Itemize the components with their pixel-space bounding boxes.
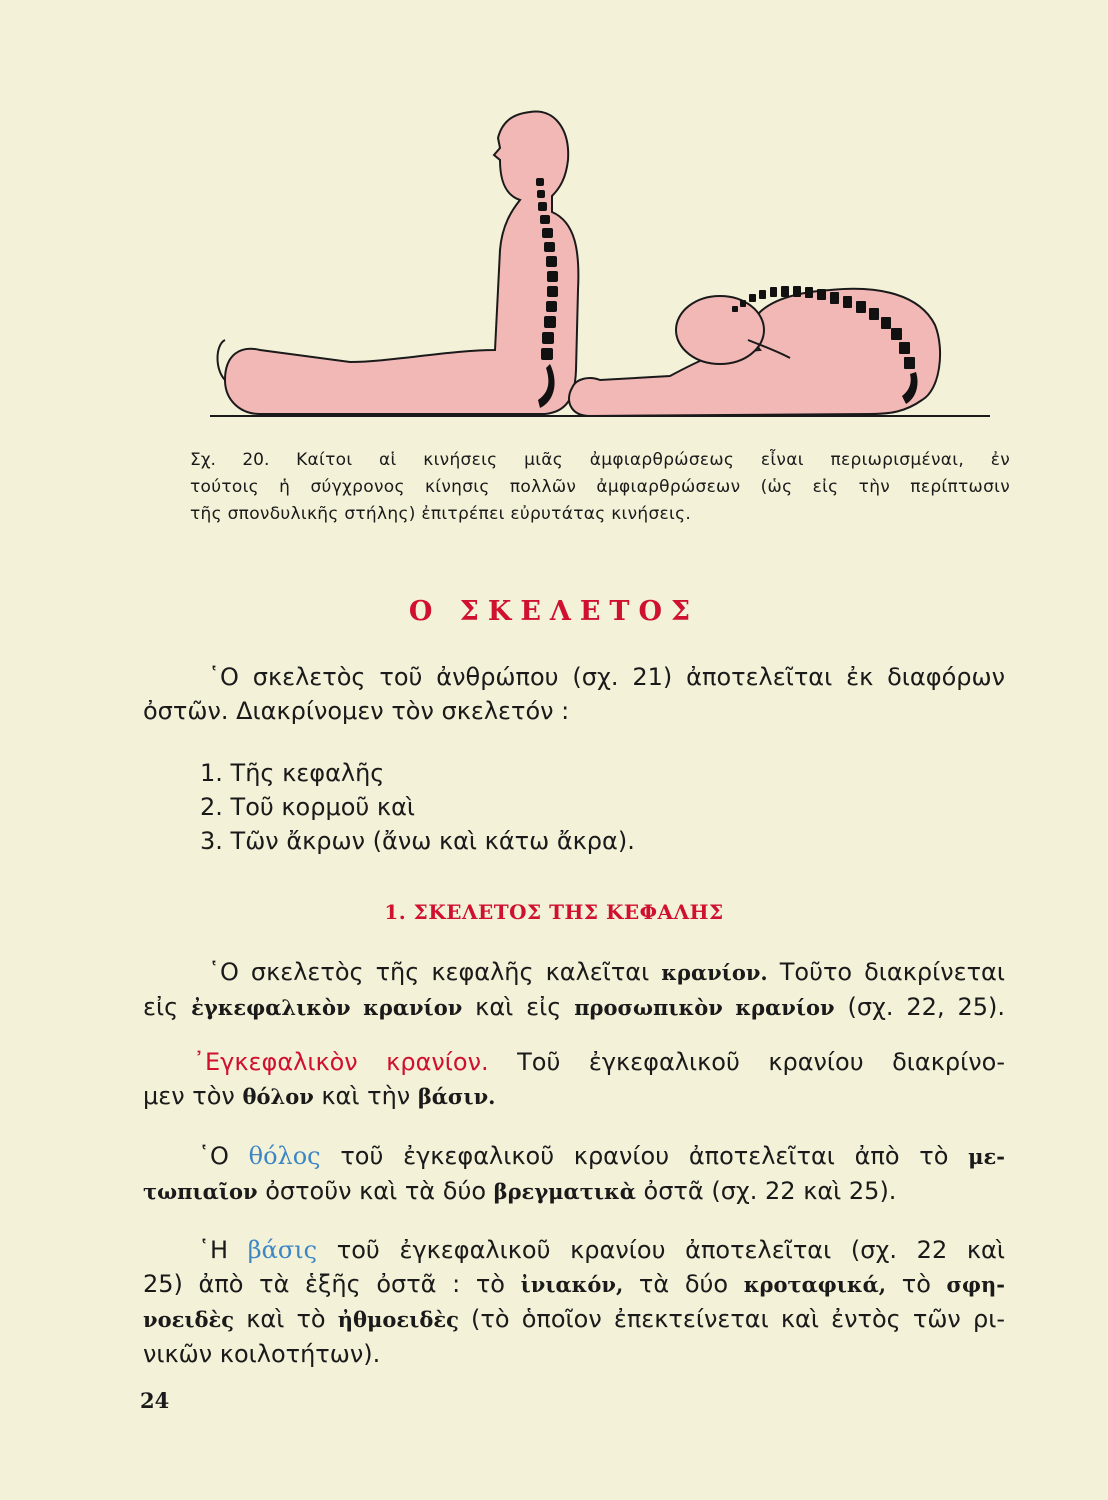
- paragraph-cranium: [143, 955, 1005, 1025]
- figure-caption: [190, 447, 1010, 528]
- paragraph-brain-cranium: [143, 1045, 1005, 1114]
- text-span: ὀστᾶ (σχ. 22 καὶ 25).: [635, 1177, 897, 1205]
- bold-term: ἰνιακόν,: [520, 1272, 624, 1297]
- list-item: 1. Τῆς κεφαλῆς: [200, 759, 385, 787]
- intro-paragraph: [143, 660, 1005, 728]
- section-heading: Ο ΣΚΕΛΕΤΟΣ: [408, 596, 700, 627]
- text-span: ὀστοῦν καὶ τὰ δύο: [257, 1177, 494, 1205]
- bold-term: σφη-: [946, 1272, 1005, 1297]
- text-span: καὶ εἰς: [462, 993, 575, 1021]
- page-number: 24: [140, 1388, 170, 1413]
- bold-term: νοειδὲς: [143, 1307, 235, 1332]
- intro-line-1: ῾Ο σκελετὸς τοῦ ἀνθρώπου (σχ. 21) ἀποτελεῖται ἐκ διαφόρων: [208, 663, 1005, 691]
- text-span: 25) ἀπὸ τὰ ἑξῆς ὀστᾶ : τὸ: [143, 1270, 521, 1298]
- bold-term: με-: [968, 1144, 1005, 1169]
- caption-line-3: τῆς σπονδυλικῆς στήλης) ἐπιτρέπει εὐρυτάτας κινήσεις.: [190, 504, 692, 524]
- sitting-upright-figure: [218, 112, 579, 414]
- text-span: μεν τὸν: [143, 1082, 243, 1110]
- text-span: ῾Ο: [198, 1142, 249, 1170]
- bold-term: βάσιν.: [417, 1084, 496, 1109]
- bold-term: βρεγματικὰ: [493, 1179, 636, 1204]
- text-span: καὶ τὸ: [234, 1305, 338, 1333]
- paragraph-vault: [143, 1139, 1005, 1209]
- bold-term: κροταφικά,: [743, 1272, 887, 1297]
- text-span: τὸ: [886, 1270, 947, 1298]
- bold-term: θόλον: [242, 1084, 314, 1109]
- list-item: 3. Τῶν ἄκρων (ἄνω καὶ κάτω ἄκρα).: [200, 827, 635, 855]
- bold-term: τωπιαῖον: [143, 1179, 258, 1204]
- blue-term: βάσις: [247, 1236, 318, 1264]
- text-line: νικῶν κοιλοτήτων).: [143, 1340, 381, 1368]
- caption-label: Σχ. 20.: [190, 450, 270, 470]
- list-item: 2. Τοῦ κορμοῦ καὶ: [200, 793, 416, 821]
- caption-line-2: τούτοις ἡ σύγχρονος κίνησις πολλῶν ἀμφιαρθρώσεων (ὡς εἰς τὴν περίπτωσιν: [190, 477, 1010, 497]
- text-span: τοῦ ἐγκεφαλικοῦ κρανίου ἀποτελεῖται ἀπὸ τὸ: [320, 1142, 969, 1170]
- text-span: τὰ δύο: [623, 1270, 744, 1298]
- blue-term: θόλος: [248, 1142, 321, 1170]
- caption-line-1: Καίτοι αἱ κινήσεις μιᾶς ἀμφιαρθρώσεως εἶναι περιωρισμέναι, ἐν: [296, 450, 1011, 470]
- figure-posture-spine-illustration: [200, 100, 1020, 430]
- bold-term: ἠθμοειδὲς: [337, 1307, 459, 1332]
- bold-term: προσωπικὸν κρανίον: [574, 995, 835, 1020]
- text-span: καὶ τὴν: [313, 1082, 418, 1110]
- text-span: (τὸ ὁποῖον ἐπεκτείνεται καὶ ἐντὸς τῶν ρι-: [458, 1305, 1005, 1333]
- text-span: τοῦ ἐγκεφαλικοῦ κρανίου ἀποτελεῖται (σχ. 22 καὶ: [317, 1236, 1005, 1264]
- text-span: (σχ. 22, 25).: [834, 993, 1005, 1021]
- skeleton-parts-list: [200, 756, 635, 858]
- text-span: ῾Η: [198, 1236, 248, 1264]
- bold-term: κρανίον.: [661, 960, 768, 985]
- paragraph-base: [143, 1233, 1005, 1371]
- subsection-heading: 1. ΣΚΕΛΕΤΟΣ ΤΗΣ ΚΕΦΑΛΗΣ: [384, 900, 724, 924]
- bent-forward-figure: [569, 289, 940, 416]
- text-span: Τοῦ ἐγκεφαλικοῦ κρανίου διακρίνο-: [488, 1048, 1005, 1076]
- text-span: ῾Ο σκελετὸς τῆς κεφαλῆς καλεῖται: [208, 958, 662, 986]
- bold-term: ἐγκεφαλικὸν κρανίον: [191, 995, 463, 1020]
- intro-line-2: ὀστῶν. Διακρίνομεν τὸν σκελετόν :: [143, 697, 570, 725]
- text-span: Τοῦτο διακρίνεται: [767, 958, 1005, 986]
- red-term: ᾿Εγκεφαλικὸν κρανίον.: [193, 1048, 489, 1076]
- text-span: εἰς: [143, 993, 192, 1021]
